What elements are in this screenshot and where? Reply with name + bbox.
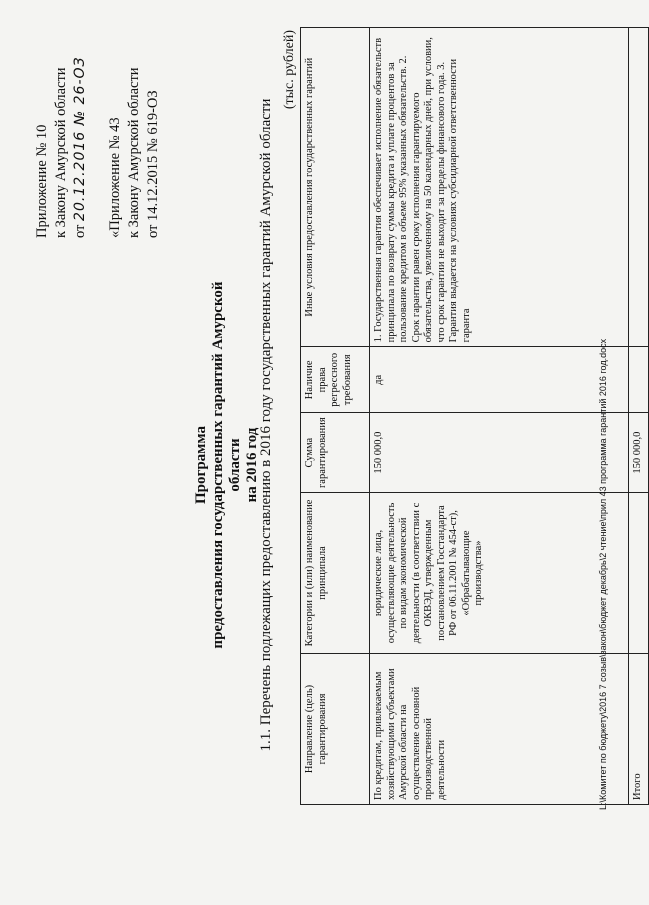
annex-line: Приложение № 10 — [34, 124, 50, 238]
header-amount: Сумма гарантирования — [301, 413, 370, 493]
annex-header — [33, 33, 163, 238]
annex-date-prefix: от — [72, 224, 88, 238]
header-direction: Направление (цель) гарантирования — [301, 653, 370, 804]
title-line: Программа — [193, 426, 209, 504]
total-empty-cell — [629, 493, 649, 654]
annex-date-line — [71, 33, 90, 238]
header-principal: Категории и (или) наименование принципала — [301, 493, 370, 654]
section-heading: 1.1. Перечень подлежащих предоставлению в 2016 году государственных гарантий Амурской области — [258, 98, 274, 752]
total-amount: 150 000,0 — [629, 413, 649, 493]
header-conditions: Иные условия предоставления государственных гарантий — [301, 28, 370, 347]
total-empty-cell — [629, 347, 649, 413]
total-empty-cell — [629, 28, 649, 347]
table-row — [370, 28, 629, 805]
cell-regress: да — [370, 347, 629, 413]
title-line: предоставления государственных гарантий Амурской области — [210, 281, 243, 649]
handwritten-date: 20.12.2016 № 26-ОЗ — [72, 56, 88, 221]
cell-amount: 150 000,0 — [370, 413, 629, 493]
cell-direction: По кредитам, привлекаемым хозяйствующими субъектами Амурской области на осуществление основной производственной деятельности — [370, 653, 629, 804]
cell-principal: юридические лица, осуществляющие деятельность по видам экономической деятельности (в соответствии с ОКВЭД, утвержденным постановлением Госстандарта РФ от 06.11.2001 № 454-ст), «Обрабатывающие производства» — [370, 493, 629, 654]
cell-conditions: 1. Государственная гарантия обеспечивает исполнение обязательств принципала по возврату суммы кредита и уплате процентов за пользование кредитом в объеме 95% указанных обязательств. 2. Срок гарантии равен сроку исполнения гарантируемого обязательства, увеличенному на 50 календарных дней, при условии, что срок гарантии не выходит за пределы финансового года. 3. Гарантия выдается на условиях субсидиарной ответственности гаранта — [370, 28, 629, 347]
annex-line: от 14.12.2015 № 619-ОЗ — [145, 90, 161, 238]
annex-line: к Закону Амурской области — [126, 67, 142, 238]
file-path-footer: L:\Комитет по бюджету\2016 7 созыв\закон\бюджет декабрь\2 чтение\прил 43 программа гарантий 2016 год.docx — [598, 338, 608, 810]
document-title — [193, 255, 261, 675]
header-regress: Наличие права регрессного требования — [301, 347, 370, 413]
units-label: (тыс. рублей) — [282, 30, 297, 110]
total-label: Итого — [629, 653, 649, 804]
annex-line: к Закону Амурской области — [53, 67, 69, 238]
guarantees-table — [300, 27, 649, 805]
table-header-row — [301, 28, 370, 805]
table-total-row — [629, 28, 649, 805]
annex-line: «Приложение № 43 — [107, 117, 123, 238]
title-line: на 2016 год — [244, 427, 260, 503]
